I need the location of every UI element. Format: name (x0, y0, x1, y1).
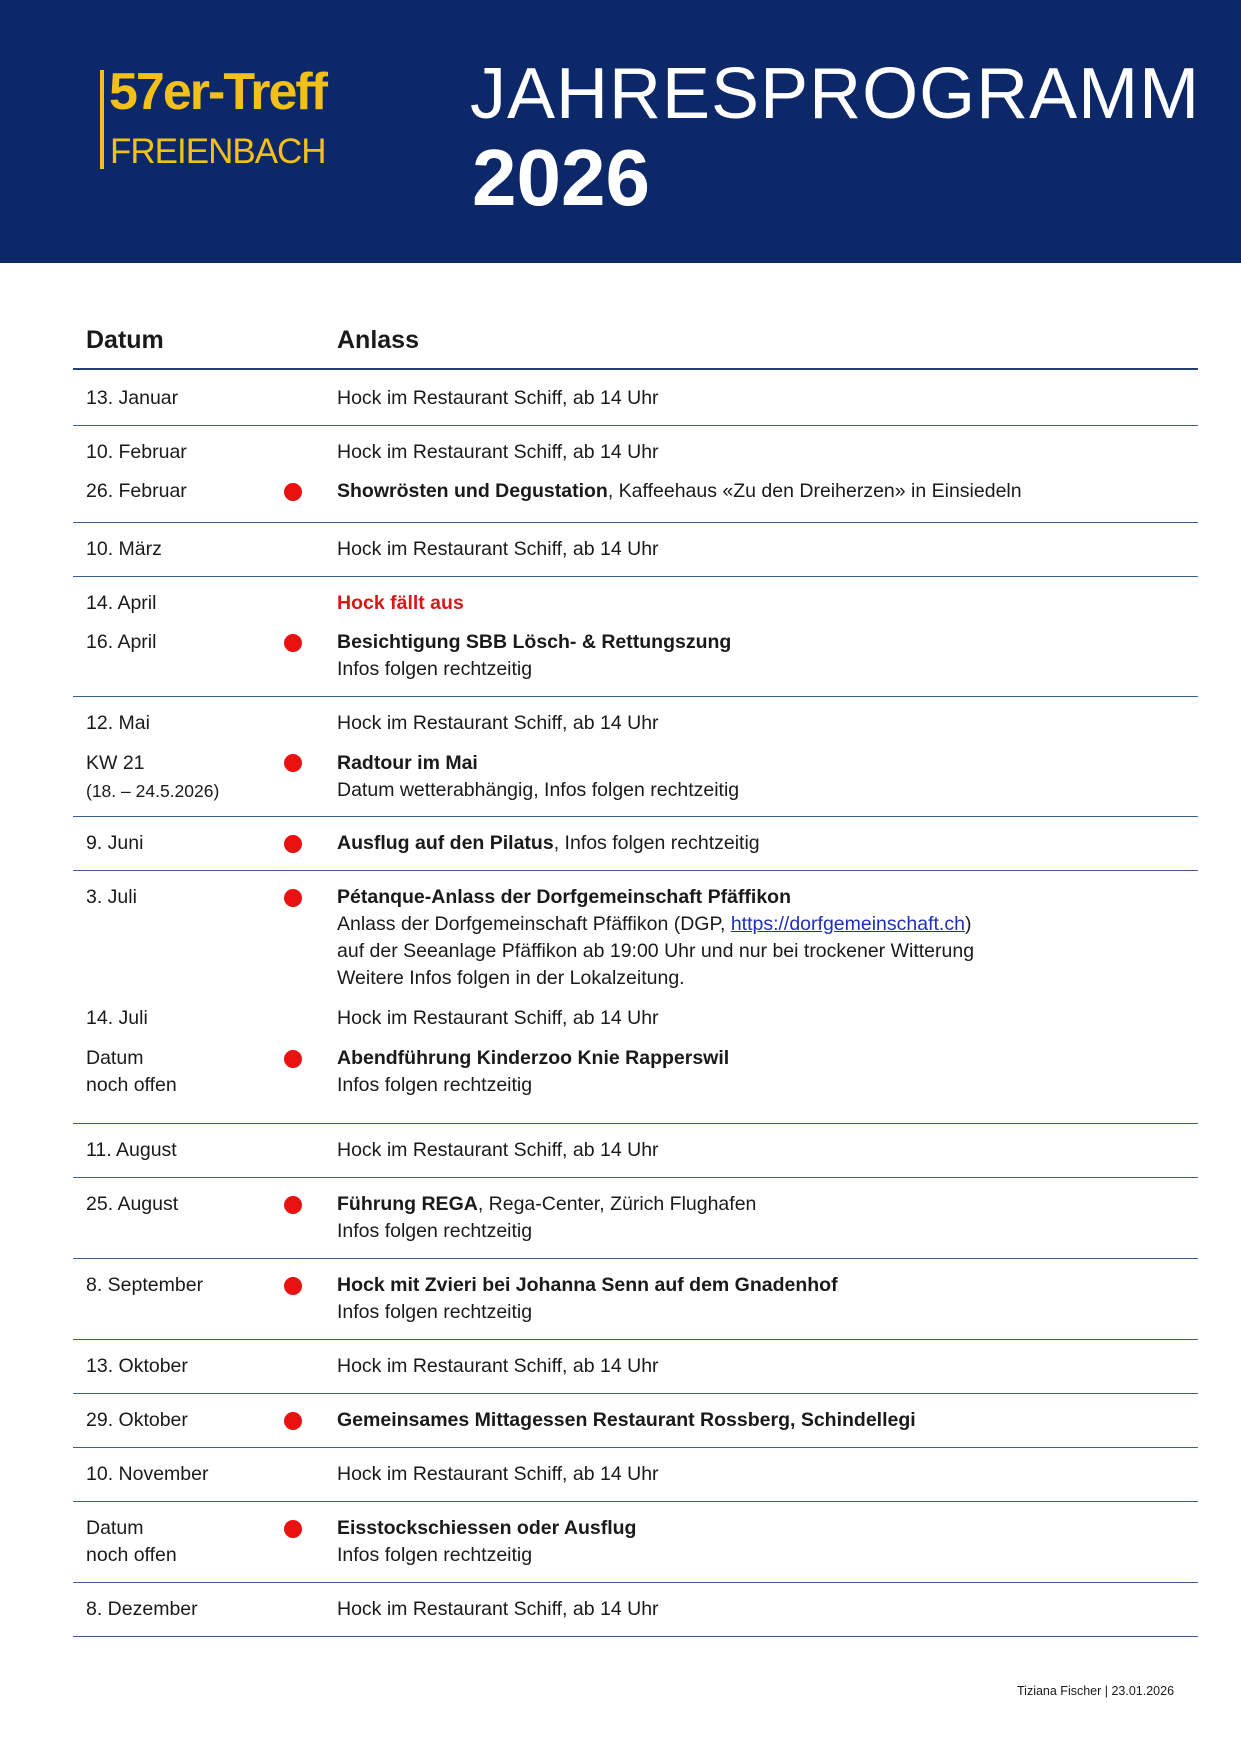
special-event-marker (284, 1412, 302, 1430)
page-title: JAHRESPROGRAMM (470, 54, 1201, 134)
event-title: Eisstockschiessen oder Ausflug (337, 1517, 637, 1539)
row-date: 3. Juli (86, 886, 137, 908)
row-event (337, 478, 1022, 505)
event-detail: , Infos folgen rechtzeitig (553, 832, 760, 854)
row-event: Hock im Restaurant Schiff, ab 14 Uhr (337, 1139, 659, 1161)
row-event (337, 830, 760, 857)
row-divider (73, 816, 1198, 817)
row-date: 14. April (86, 592, 157, 614)
row-date: 13. Oktober (86, 1355, 188, 1377)
row-date: 13. Januar (86, 387, 179, 409)
event-note (337, 911, 971, 938)
column-header-event: Anlass (337, 326, 419, 354)
row-divider (73, 1123, 1198, 1124)
special-event-marker (284, 1050, 302, 1068)
event-title: Showrösten und Degustation (337, 480, 608, 502)
event-note: Infos folgen rechtzeitig (337, 1301, 533, 1323)
logo-bar (100, 70, 104, 169)
cancelled-notice: Hock fällt aus (337, 592, 464, 614)
row-divider (73, 1258, 1198, 1259)
event-note: auf der Seeanlage Pfäffikon ab 19:00 Uhr und nur bei trockener Witterung (337, 940, 975, 962)
row-divider (73, 1393, 1198, 1394)
row-date: 26. Februar (86, 480, 187, 502)
row-date: KW 21 (86, 752, 145, 774)
page-year: 2026 (472, 133, 650, 222)
event-title: Abendführung Kinderzoo Knie Rapperswil (337, 1047, 730, 1069)
row-date: Datum (86, 1517, 144, 1539)
row-date: 25. August (86, 1193, 179, 1215)
row-event: Hock im Restaurant Schiff, ab 14 Uhr (337, 538, 659, 560)
page-header (0, 0, 1241, 263)
event-title: Pétanque-Anlass der Dorfgemeinschaft Pfäffikon (337, 886, 792, 908)
row-divider (73, 1447, 1198, 1448)
event-title: Radtour im Mai (337, 752, 478, 774)
event-note: Weitere Infos folgen in der Lokalzeitung. (337, 967, 685, 989)
row-date: 11. August (86, 1139, 177, 1161)
row-event: Hock im Restaurant Schiff, ab 14 Uhr (337, 441, 659, 463)
row-divider (73, 576, 1198, 577)
row-date: 14. Juli (86, 1007, 148, 1029)
row-date: 29. Oktober (86, 1409, 188, 1431)
event-title: Hock mit Zvieri bei Johanna Senn auf dem Gnadenhof (337, 1274, 838, 1296)
special-event-marker (284, 1277, 302, 1295)
row-event: Hock im Restaurant Schiff, ab 14 Uhr (337, 1463, 659, 1485)
row-date: 10. Februar (86, 441, 187, 463)
row-date: 9. Juni (86, 832, 144, 854)
row-divider (73, 1582, 1198, 1583)
special-event-marker (284, 835, 302, 853)
row-event: Hock im Restaurant Schiff, ab 14 Uhr (337, 1598, 659, 1620)
header-divider (73, 368, 1198, 370)
special-event-marker (284, 754, 302, 772)
special-event-marker (284, 1196, 302, 1214)
column-header-date: Datum (86, 326, 164, 354)
event-note-text: ) (964, 913, 972, 935)
dgp-website-link[interactable]: https://dorfgemeinschaft.ch (730, 913, 965, 935)
logo-title: 57er-Treff (109, 63, 326, 121)
special-event-marker (284, 1520, 302, 1538)
row-date: 12. Mai (86, 712, 150, 734)
row-divider (73, 1501, 1198, 1502)
event-title: Ausflug auf den Pilatus (337, 832, 554, 854)
row-divider (73, 425, 1198, 426)
event-title: Besichtigung SBB Lösch- & Rettungszung (337, 631, 732, 653)
row-event: Hock im Restaurant Schiff, ab 14 Uhr (337, 387, 659, 409)
special-event-marker (284, 483, 302, 501)
footer-credit: Tiziana Fischer | 23.01.2026 (1017, 1684, 1175, 1698)
row-date: 8. Dezember (86, 1598, 198, 1620)
row-event: Hock im Restaurant Schiff, ab 14 Uhr (337, 1355, 659, 1377)
event-note: Infos folgen rechtzeitig (337, 658, 533, 680)
special-event-marker (284, 889, 302, 907)
row-divider (73, 1177, 1198, 1178)
row-date: Datum (86, 1047, 144, 1069)
event-detail: , Kaffeehaus «Zu den Dreiherzen» in Einsiedeln (607, 480, 1022, 502)
event-note: Infos folgen rechtzeitig (337, 1220, 533, 1242)
special-event-marker (284, 634, 302, 652)
row-divider (73, 522, 1198, 523)
row-date: 10. März (86, 538, 162, 560)
row-date-sub: noch offen (86, 1544, 177, 1566)
event-detail: , Rega-Center, Zürich Flughafen (477, 1193, 757, 1215)
event-note: Infos folgen rechtzeitig (337, 1074, 533, 1096)
row-divider (73, 1339, 1198, 1340)
row-event: Hock im Restaurant Schiff, ab 14 Uhr (337, 1007, 659, 1029)
row-divider (73, 870, 1198, 871)
table-bottom-divider (73, 1636, 1198, 1637)
event-note: Infos folgen rechtzeitig (337, 1544, 533, 1566)
event-note: Datum wetterabhängig, Infos folgen rechtzeitig (337, 779, 740, 801)
row-date: 8. September (86, 1274, 204, 1296)
row-date: 16. April (86, 631, 157, 653)
row-date: 10. November (86, 1463, 209, 1485)
event-note-text: Anlass der Dorfgemeinschaft Pfäffikon (DGP, (337, 913, 731, 935)
row-date-range: (18. – 24.5.2026) (86, 781, 220, 801)
row-date-sub: noch offen (86, 1074, 177, 1096)
row-divider (73, 696, 1198, 697)
row-event (337, 1191, 756, 1218)
logo-subtitle: FREIENBACH (110, 132, 326, 171)
row-event: Hock im Restaurant Schiff, ab 14 Uhr (337, 712, 659, 734)
event-title: Führung REGA (337, 1193, 478, 1215)
event-title: Gemeinsames Mittagessen Restaurant Rossberg, Schindellegi (337, 1409, 916, 1431)
